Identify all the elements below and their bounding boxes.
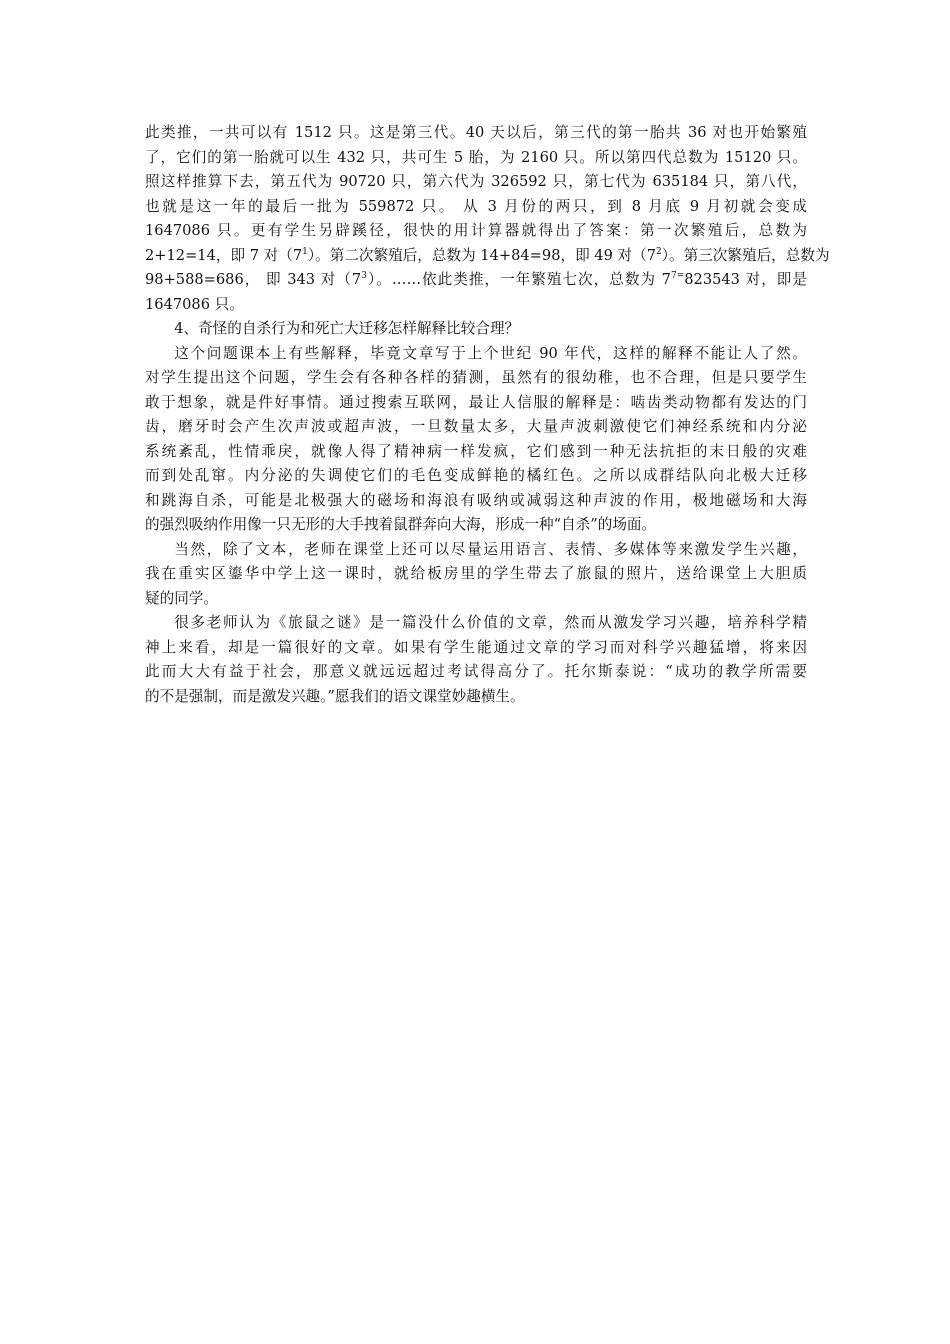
superscript: 3: [361, 271, 367, 282]
text-line: 这个问题课本上有些解释，毕竟文章写于上个世纪 90 年代，这样的解释不能让人了然。: [174, 344, 807, 362]
paragraph-breeding-calculation: [145, 121, 830, 317]
paragraph-teaching-methods: [145, 538, 807, 612]
text-line: [145, 244, 830, 269]
text-line: 而到处乱窜。内分泌的失调使它们的毛色变成鲜艳的橘红色。之所以成群结队向北极大迁移: [145, 467, 807, 484]
superscript: 2: [655, 246, 662, 257]
text-line: 敢于想象，就是件好事情。通过搜索互联网，最让人信服的解释是：啮齿类动物都有发达的门: [145, 393, 807, 411]
document-page: [145, 121, 830, 709]
paragraph-explanation: [145, 342, 807, 538]
text-segment: ）。……依此类推，一年繁殖七次，总数为 7: [366, 271, 671, 288]
text-line: [145, 268, 807, 293]
text-line: 很多老师认为《旅鼠之谜》是一篇没什么价值的文章，然而从激发学习兴趣，培养科学精: [174, 614, 807, 631]
text-line: 的不是强制，而是激发兴趣。”愿我们的语文课堂妙趣横生。: [145, 687, 525, 705]
text-line: 齿，磨牙时会产生次声波或超声波，一旦数量太多，大量声波刺激使它们神经系统和内分泌: [145, 418, 807, 435]
text-line: 当然，除了文本，老师在课堂上还可以尽量运用语言、表情、多媒体等来激发学生兴趣，: [174, 540, 807, 558]
text-line: 疑的同学。: [145, 589, 218, 607]
section-heading-4: 4、奇怪的自杀行为和死亡大迁移怎样解释比较合理？: [174, 320, 520, 337]
text-segment: ）。第三次繁殖后，总数为: [661, 246, 830, 264]
text-line: 此类推，一共可以有 1512 只。这是第三代。40 天以后，第三代的第一胎共 36 对也开始繁殖: [145, 124, 807, 141]
superscript: 7=: [670, 271, 685, 282]
superscript: 1: [302, 246, 308, 257]
text-line: 的强烈吸纳作用像一只无形的大手拽着鼠群奔向大海，形成一种“自杀”的场面。: [145, 516, 657, 533]
paragraph-conclusion: [145, 611, 807, 709]
text-line: 也就是这一年的最后一批为 559872 只。 从 3 月份的两只，到 8 月底 9 月初就会变成: [145, 197, 807, 215]
text-segment: 98+588=686， 即 343 对（7: [145, 271, 362, 288]
text-line: 系统紊乱，性情乖戾，就像人得了精神病一样发疯，它们感到一种无法抗拒的末日般的灾难: [145, 442, 807, 460]
text-segment: 823543 对，即是: [684, 271, 807, 288]
text-line: 了，它们的第一胎就可以生 432 只，共可生 5 胎，为 2160 只。所以第四代总数为 15120 只。: [145, 148, 807, 166]
text-line: 我在重实区鎏华中学上这一课时，就给板房里的学生带去了旅鼠的照片，送给课堂上大胆质: [145, 565, 807, 582]
text-line: 和跳海自杀，可能是北极强大的磁场和海浪有吸纳或减弱这种声波的作用，极地磁场和大海: [145, 491, 807, 509]
text-line: 神上来看，却是一篇很好的文章。如果有学生能通过文章的学习而对科学兴趣猛增，将来因: [145, 638, 807, 656]
text-line: 对学生提出这个问题，学生会有各种各样的猜测，虽然有的很幼稚，也不合理，但是只要学生: [145, 369, 807, 386]
text-segment: 2+12=14，即 7 对（7: [145, 246, 303, 264]
text-line: 照这样推算下去，第五代为 90720 只，第六代为 326592 只，第七代为 635184 只，第八代，: [145, 173, 807, 190]
text-line: 1647086 只。更有学生另辟蹊径，很快的用计算器就得出了答案：第一次繁殖后，总数为: [145, 222, 807, 239]
text-segment: ）。第二次繁殖后，总数为 14+84=98，即 49 对（7: [307, 246, 656, 264]
text-line: 1647086 只。: [145, 295, 244, 313]
text-line: 此而大大有益于社会，那意义就远远超过考试得高分了。托尔斯泰说：“成功的教学所需要: [145, 663, 807, 680]
